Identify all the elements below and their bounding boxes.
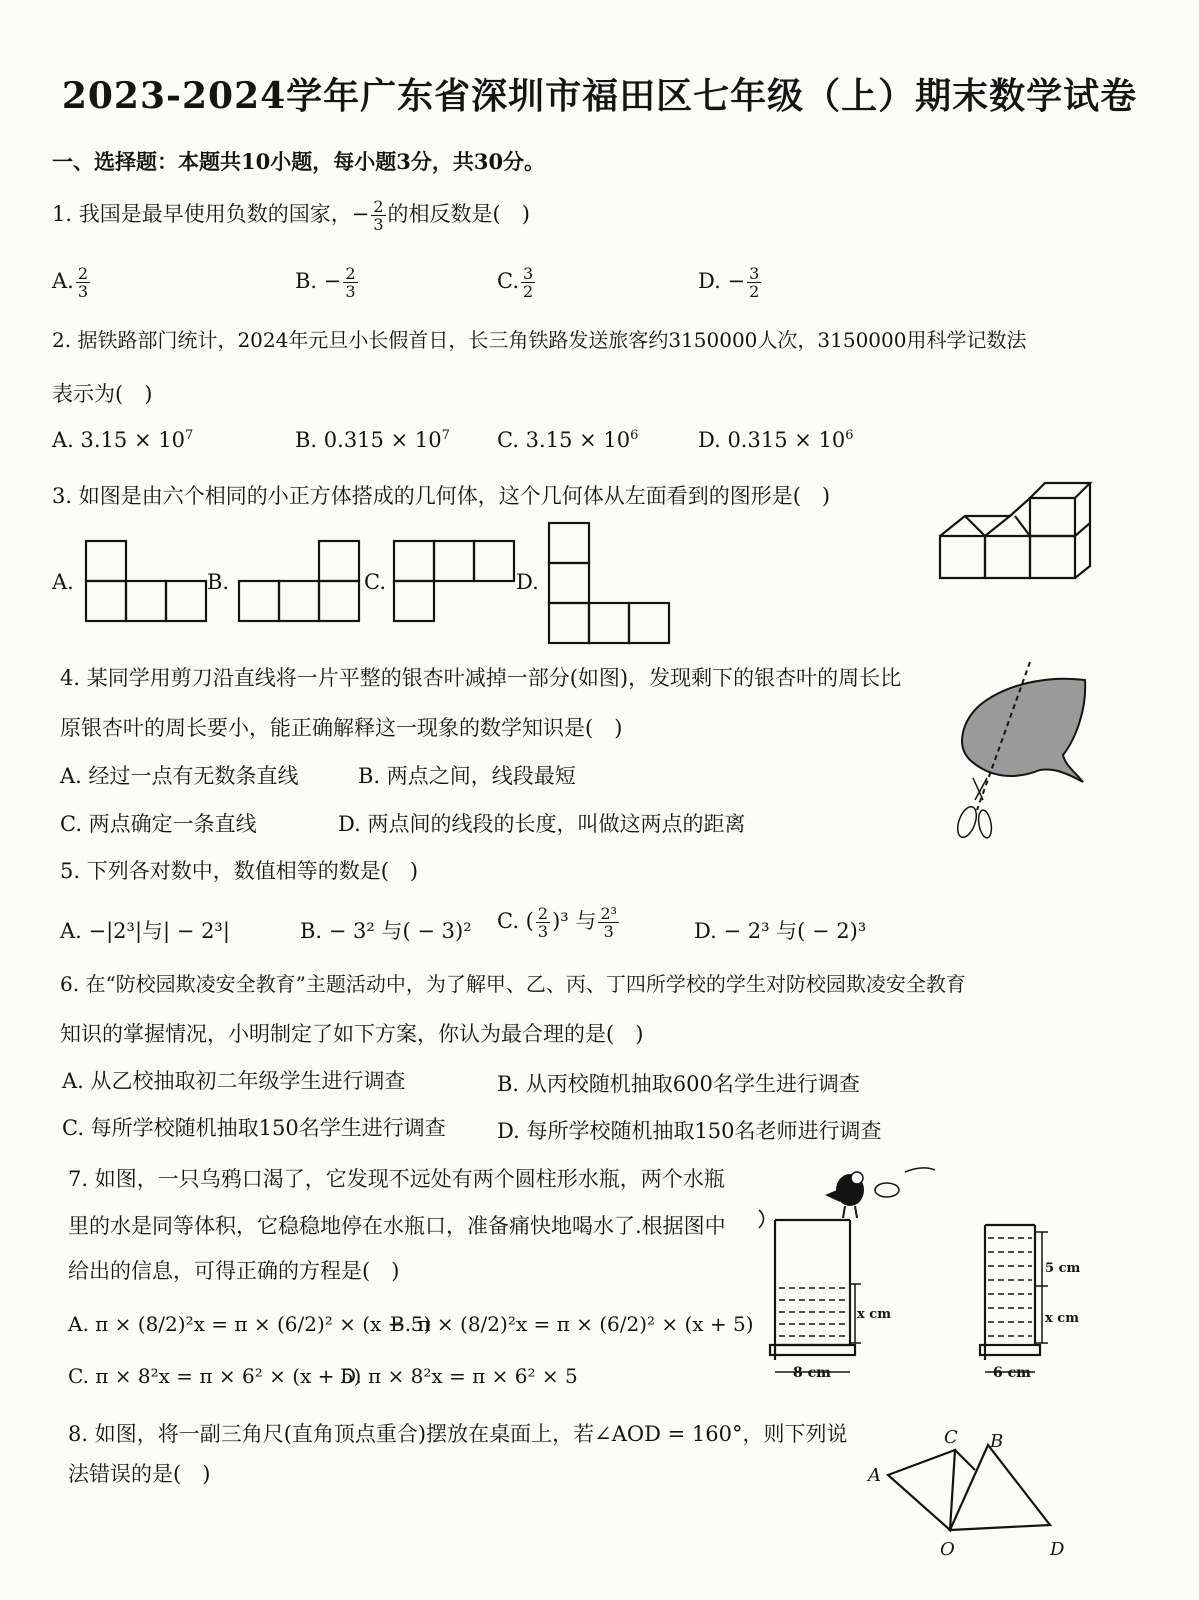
q1-fraction xyxy=(371,198,385,233)
q1-pre: 1. 我国是最早使用负数的国家，− xyxy=(52,202,370,226)
q1-d-label: D. xyxy=(698,269,721,293)
point-b-label: B xyxy=(990,1431,1004,1452)
q1-c-den: 2 xyxy=(523,282,534,301)
page-title: 2023-2024学年广东省深圳市福田区七年级（上）期末数学试卷 xyxy=(61,75,1138,117)
q2-option-b[interactable] xyxy=(295,428,450,452)
q1-option-d[interactable] xyxy=(698,265,763,300)
crow-bottles-figure xyxy=(745,1160,1090,1390)
question-2-line1: 2. 据铁路部门统计，2024年元旦小长假首日，长三角铁路发送旅客约3150000人次，3150000用科学记数法 xyxy=(52,328,1027,352)
q1-c-num: 3 xyxy=(523,264,534,283)
q7-option-b[interactable]: B. π × (8/2)²x = π × (6/2)² × (x + 5) xyxy=(390,1312,754,1336)
q1-option-b[interactable] xyxy=(295,265,360,300)
left-bottle-width-label: 8 cm xyxy=(793,1365,831,1381)
question-8-line1: 8. 如图，将一副三角尺(直角顶点重合)摆放在桌面上，若∠AOD = 160°，则下列说 xyxy=(68,1422,848,1446)
q2-a-text: A. 3.15 × 10 xyxy=(52,428,185,452)
q7-option-a[interactable]: A. π × (8/2)²x = π × (6/2)² × (x − 5) xyxy=(68,1312,432,1336)
q1-b-num: 2 xyxy=(345,264,356,283)
point-a-label: A xyxy=(868,1465,881,1486)
question-7-line3: 给出的信息，可得正确的方程是( ) xyxy=(68,1259,400,1283)
q1-b-label: B. xyxy=(295,269,318,293)
crow-icon xyxy=(825,1172,864,1218)
q3-option-b-figure[interactable] xyxy=(238,540,363,622)
q3-option-b-label[interactable]: B. xyxy=(207,570,230,594)
q3-option-d-figure[interactable] xyxy=(548,522,673,644)
q5-c-num2: 2³ xyxy=(600,904,617,923)
q6-option-d[interactable]: D. 每所学校随机抽取150名老师进行调查 xyxy=(497,1119,882,1143)
q1-a-den: 3 xyxy=(77,282,89,301)
q1-den: 3 xyxy=(373,215,384,234)
q1-a-label: A. xyxy=(52,269,74,293)
q2-b-exp: 7 xyxy=(441,428,450,443)
set-squares-figure xyxy=(860,1425,1075,1560)
q5-c-den1: 3 xyxy=(537,922,549,941)
q4-option-a[interactable]: A. 经过一点有无数条直线 xyxy=(60,764,299,788)
q2-b-text: B. 0.315 × 10 xyxy=(295,428,442,452)
q1-a-num: 2 xyxy=(77,264,89,283)
q3-option-a-label[interactable]: A. xyxy=(52,570,74,594)
right-bottle-width-label: 6 cm xyxy=(993,1365,1031,1381)
q3-option-c-label[interactable]: C. xyxy=(364,570,386,594)
question-6-line2: 知识的掌握情况，小明制定了如下方案，你认为最合理的是( ) xyxy=(60,1022,644,1046)
q1-d-den: 2 xyxy=(749,282,760,301)
q6-option-b[interactable]: B. 从丙校随机抽取600名学生进行调查 xyxy=(497,1072,860,1096)
question-7-line1: 7. 如图，一只乌鸦口渴了，它发现不远处有两个圆柱形水瓶，两个水瓶 xyxy=(68,1167,725,1191)
q1-b-fraction xyxy=(343,265,357,300)
right-bottle-top-label: 5 cm xyxy=(1045,1261,1081,1276)
q1-option-c[interactable] xyxy=(497,265,537,300)
q2-c-text: C. 3.15 × 10 xyxy=(497,428,631,452)
point-d-label: D xyxy=(1050,1539,1065,1560)
question-8-line2: 法错误的是( ) xyxy=(68,1462,211,1486)
q7-option-d[interactable]: D. π × 8²x = π × 6² × 5 xyxy=(340,1364,578,1388)
q1-b-den: 3 xyxy=(345,282,356,301)
point-o-label: O xyxy=(940,1539,955,1560)
q2-option-d[interactable] xyxy=(698,428,854,452)
q2-a-exp: 7 xyxy=(184,428,194,443)
q1-c-label: C. xyxy=(497,269,519,293)
q5-c-frac1 xyxy=(536,905,550,940)
q6-option-a[interactable]: A. 从乙校抽取初二年级学生进行调查 xyxy=(62,1069,406,1093)
q5-option-c[interactable] xyxy=(497,905,621,940)
q1-num: 2 xyxy=(373,197,384,216)
q4-option-d[interactable]: D. 两点间的线段的长度，叫做这两点的距离 xyxy=(338,812,746,836)
q2-option-c[interactable] xyxy=(497,428,638,452)
q2-d-text: D. 0.315 × 10 xyxy=(698,428,846,452)
q1-d-sign: − xyxy=(727,269,746,293)
q1-d-num: 3 xyxy=(749,264,760,283)
q5-c-pre: C. ( xyxy=(497,909,534,933)
question-3-stem: 3. 如图是由六个相同的小正方体搭成的几何体，这个几何体从左面看到的图形是( ) xyxy=(52,484,831,508)
q3-option-c-figure[interactable] xyxy=(393,540,518,622)
q3-cube-figure xyxy=(935,478,1095,583)
question-6-line1: 6. 在“防校园欺凌安全教育”主题活动中，为了解甲、乙、丙、丁四所学校的学生对防校园欺凌安全教育 xyxy=(60,972,966,996)
question-5-stem: 5. 下列各对数中，数值相等的数是( ) xyxy=(60,859,419,883)
q5-c-den2: 3 xyxy=(603,922,614,941)
q2-c-exp: 6 xyxy=(630,428,639,443)
question-4-line2: 原银杏叶的周长要小，能正确解释这一现象的数学知识是( ) xyxy=(60,716,623,740)
question-7-line2: 里的水是同等体积，它稳稳地停在水瓶口，准备痛快地喝水了.根据图中 xyxy=(68,1214,726,1238)
q3-option-a-figure[interactable] xyxy=(85,540,210,622)
q5-c-num1: 2 xyxy=(537,904,549,923)
q1-b-sign: − xyxy=(323,269,342,293)
q1-post: 的相反数是( ) xyxy=(387,202,530,226)
q5-option-b[interactable]: B. − 3² 与( − 3)² xyxy=(300,919,472,943)
q6-option-c[interactable]: C. 每所学校随机抽取150名学生进行调查 xyxy=(62,1116,446,1140)
question-1-stem xyxy=(52,198,530,233)
q3-option-d-label[interactable]: D. xyxy=(516,570,539,594)
q4-option-c[interactable]: C. 两点确定一条直线 xyxy=(60,812,257,836)
q2-d-exp: 6 xyxy=(845,428,854,443)
right-bottle-x-label: x cm xyxy=(1045,1311,1079,1326)
q5-c-mid: )³ 与 xyxy=(552,909,597,933)
q1-d-fraction xyxy=(747,265,761,300)
q5-option-a[interactable]: A. −|2³|与| − 2³| xyxy=(60,919,230,943)
left-bottle-x-label: x cm xyxy=(857,1307,891,1322)
question-4-line1: 4. 某同学用剪刀沿直线将一片平整的银杏叶减掉一部分(如图)，发现剩下的银杏叶的周长比 xyxy=(60,666,902,690)
section-heading: 一、选择题：本题共10小题，每小题3分，共30分。 xyxy=(52,149,546,174)
q1-option-a[interactable] xyxy=(52,265,92,300)
q2-option-a[interactable] xyxy=(52,428,193,452)
q5-option-d[interactable]: D. − 2³ 与( − 2)³ xyxy=(694,919,867,943)
q1-a-fraction xyxy=(76,265,90,300)
q4-option-b[interactable]: B. 两点之间，线段最短 xyxy=(358,764,576,788)
ginkgo-leaf-figure xyxy=(945,660,1095,850)
q7-option-c[interactable]: C. π × 8²x = π × 6² × (x + 5) xyxy=(68,1364,362,1388)
question-2-line2: 表示为( ) xyxy=(52,382,153,406)
q5-c-frac2 xyxy=(598,905,619,940)
point-c-label: C xyxy=(944,1427,958,1448)
q1-c-fraction xyxy=(521,265,535,300)
scissors-icon xyxy=(954,778,993,840)
